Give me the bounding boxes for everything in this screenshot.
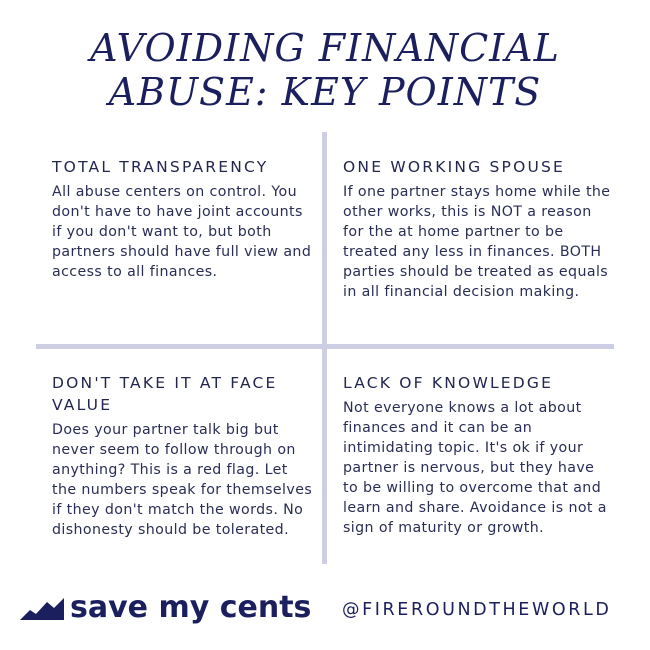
point-body: Not everyone knows a lot about finances and it can be an intimidating topic. It's ok if your partner is nervous, but they have to be willing to overcome that and learn and share. Avoidance is not a sign of maturity or growth. xyxy=(343,400,607,536)
point-heading: DON'T TAKE IT AT FACE VALUE xyxy=(52,374,278,414)
point-body: If one partner stays home while the other works, this is NOT a reason for the at home partner to be treated any less in finances. BOTH parties should be treated as equals in all financial decision making. xyxy=(343,184,611,300)
point-total-transparency xyxy=(52,156,314,282)
point-lack-of-knowledge xyxy=(343,372,613,538)
page-title xyxy=(0,26,650,114)
point-one-working-spouse xyxy=(343,156,613,302)
brand-name: save my cents xyxy=(70,590,312,625)
title-line-1: AVOIDING FINANCIAL xyxy=(90,26,560,70)
footer xyxy=(0,590,650,634)
mountain-chart-icon xyxy=(20,598,64,620)
title-line-2: ABUSE: KEY POINTS xyxy=(108,70,542,114)
point-body: Does your partner talk big but never seem to follow through on anything? This is a red flag. Let the numbers speak for themselves if they don't match the words. No dishonesty should be tolerated. xyxy=(52,422,313,538)
point-body: All abuse centers on control. You don't have to have joint accounts if you don't want to, but both partners should have full view and access to all finances. xyxy=(52,184,312,280)
point-heading: ONE WORKING SPOUSE xyxy=(343,158,566,176)
horizontal-divider xyxy=(36,344,614,349)
social-handle: @FIREROUNDTHEWORLD xyxy=(342,600,612,620)
point-heading: TOTAL TRANSPARENCY xyxy=(52,158,269,176)
point-heading: LACK OF KNOWLEDGE xyxy=(343,374,554,392)
point-face-value xyxy=(52,372,314,540)
